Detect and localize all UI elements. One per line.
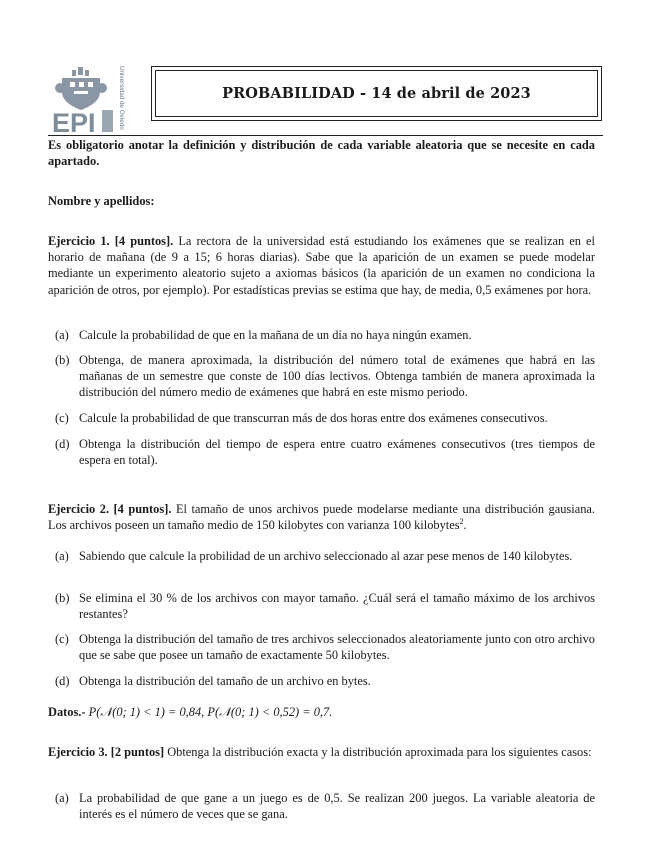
exercise-1-heading: Ejercicio 1. [4 puntos]. — [48, 234, 174, 248]
item-text: Calcule la probabilidad de que transcurran más de dos horas entre dos exámenes consecutivos. — [79, 411, 548, 425]
exercise-2-item-b — [55, 590, 595, 622]
university-logo — [50, 64, 142, 134]
item-text: Calcule la probabilidad de que en la mañana de un día no haya ningún examen. — [79, 328, 472, 342]
item-label: (c) — [55, 411, 69, 425]
datos-formula: P(𝒩(0; 1) < 1) = 0,84, P(𝒩(0; 1) < 0,52) = 0,7. — [88, 705, 333, 719]
exercise-1-text: La rectora de la universidad está estudiando los exámenes que se realizan en el horario de mañana (de 9 a 15; 6 horas diarias). Sabe que la aparición de un examen se puede modelar mediante un experimento aleatorio sujeto a axiomas básicos (la aparición de un examen no condiciona la aparición de otros, por ejemplo). Por estadísticas previas se estima que hay, de media, 0,5 exámenes por hora. — [48, 234, 595, 297]
item-text: Obtenga la distribución del tamaño de tres archivos seleccionados aleatoriamente junto con otro archivo que se sabe que posee un tamaño de exactamente 50 kilobytes. — [79, 632, 595, 663]
name-label: Nombre y apellidos: — [48, 194, 155, 208]
item-label: (a) — [55, 328, 69, 342]
header-rule — [48, 135, 603, 136]
page-title: PROBABILIDAD - 14 de abril de 2023 — [222, 85, 531, 102]
statement-end: . — [463, 518, 467, 533]
exercise-2-item-d — [55, 673, 595, 689]
exercise-2-heading: Ejercicio 2. [4 puntos]. — [48, 502, 172, 516]
item-text: Obtenga, de manera aproximada, la distribución del número total de exámenes que habrá en las mañanas de un semestre que conste de 100 días lectivos. Obtenga también de manera aproximada la distribución del número medio de exámenes que habrá en este mismo periodo. — [79, 353, 595, 400]
logo-text: EPI — [52, 108, 96, 134]
item-text: Obtenga la distribución del tiempo de espera entre cuatro exámenes consecutivos (tres tiempos de espera en total). — [79, 437, 595, 468]
exercise-3-text: Obtenga la distribución exacta y la distribución aproximada para los siguientes casos: — [167, 745, 592, 759]
item-text: Se elimina el 30 % de los archivos con mayor tamaño. ¿Cuál será el tamaño máximo de los archivos restantes? — [79, 591, 595, 622]
exercise-1-statement — [48, 233, 595, 298]
exercise-2-datos — [48, 704, 595, 720]
item-label: (c) — [55, 632, 69, 646]
title-box — [151, 66, 602, 121]
exercise-1-item-b — [55, 352, 595, 401]
exercise-2-item-a — [55, 548, 595, 564]
exercise-2-item-c — [55, 631, 595, 663]
exercise-2-statement — [48, 501, 595, 533]
superscript: 2 — [459, 517, 464, 527]
item-label: (b) — [55, 591, 70, 605]
item-label: (d) — [55, 437, 70, 451]
exercise-1-item-a — [55, 327, 595, 343]
item-text: Sabiendo que calcule la probilidad de un archivo seleccionado al azar pese menos de 140 kilobytes. — [79, 549, 573, 563]
item-label: (a) — [55, 549, 69, 563]
exercise-1-item-c — [55, 410, 595, 426]
item-text: La probabilidad de que gane a un juego es de 0,5. Se realizan 200 juegos. La variable aleatoria de interés es el número de veces que se gana. — [79, 791, 595, 822]
exercise-3-statement — [48, 744, 595, 760]
exercise-1-item-d — [55, 436, 595, 468]
item-label: (a) — [55, 791, 69, 805]
item-label: (b) — [55, 353, 70, 367]
exercise-3-heading: Ejercicio 3. [2 puntos] — [48, 745, 165, 759]
datos-label: Datos.- — [48, 705, 86, 719]
exercise-2-text: El tamaño de unos archivos puede modelarse mediante una distribución gausiana. Los archivos poseen un tamaño medio de 150 kilobytes con varianza 100 kilobytes — [48, 502, 595, 533]
instruction-text: Es obligatorio anotar la definición y distribución de cada variable aleatoria que se necesite en cada apartado. — [48, 138, 595, 169]
logo-vertical-text: Universidad de Oviedo — [118, 66, 125, 130]
exercise-3-item-a — [55, 790, 595, 822]
item-text: Obtenga la distribución del tamaño de un archivo en bytes. — [79, 674, 371, 688]
item-label: (d) — [55, 674, 70, 688]
